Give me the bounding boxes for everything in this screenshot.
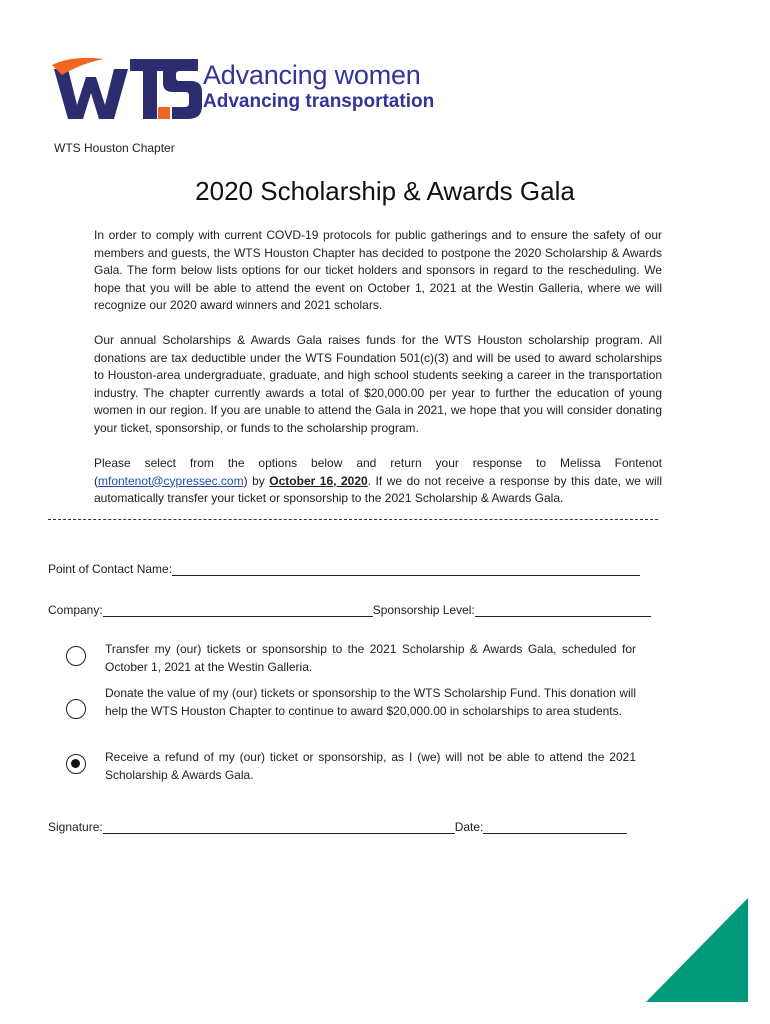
option-refund-label: Receive a refund of my (our) ticket or sponsorship, as I (we) will not be able to attend the 2021 Scholarship & Awards Gala. xyxy=(105,750,636,782)
signature-label: Signature: xyxy=(48,820,103,834)
option-transfer-label: Transfer my (our) tickets or sponsorship to the 2021 Scholarship & Awards Gala, scheduled for October 1, 2021 at the Westin Galleria. xyxy=(105,642,636,674)
logo-t-stem xyxy=(143,69,157,119)
date-label: Date: xyxy=(454,820,484,834)
tagline-advancing-women: Advancing women xyxy=(203,60,421,90)
contact-name-label: Point of Contact Name: xyxy=(48,562,173,576)
contact-email-link[interactable]: mfontenot@cypressec.com xyxy=(98,473,244,488)
logo-dot xyxy=(158,107,170,119)
option-refund-radio[interactable] xyxy=(66,754,86,774)
sponsorship-level-field[interactable] xyxy=(475,604,651,617)
instructions-text-start: Please select from the options below and return your response to Melissa Fontenot ( xyxy=(94,456,662,488)
intro-paragraph: In order to comply with current COVD-19 protocols for public gatherings and to ensure the safety of our members and guests, the WTS Houston Chapter has decided to postpone the 2020 Scholarship & Awards Gala. The form below lists options for our ticket holders and sponsors in regard to the rescheduling. We hope that you will be able to attend the event on October 1, 2021 at the Westin Galleria, where we will recognize our 2020 award winners and 2021 scholars. xyxy=(94,228,662,312)
chapter-name: WTS Houston Chapter xyxy=(54,141,175,155)
tagline-advancing-transportation: Advancing transportation xyxy=(203,91,435,112)
option-donate-label: Donate the value of my (our) tickets or sponsorship to the WTS Scholarship Fund. This donation will help the WTS Houston Chapter to continue to award $20,000.00 in scholarships to area students. xyxy=(105,686,636,718)
radio-selected-dot xyxy=(71,759,80,768)
company-label: Company: xyxy=(48,603,103,617)
instructions-text-middle: ) by xyxy=(243,473,270,488)
teal-corner-triangle xyxy=(646,898,748,1002)
company-row xyxy=(48,603,651,617)
date-field[interactable] xyxy=(483,821,627,834)
contact-name-field[interactable] xyxy=(172,563,640,576)
divider-line xyxy=(48,519,658,520)
instructions-text-end: . If we do not receive a response by this date, we will automatically transfer your ticket or sponsorship to the 2021 Scholarship & Awards Gala. xyxy=(94,473,662,505)
deadline-date: October 16, 2020 xyxy=(269,473,368,488)
signature-row xyxy=(48,820,627,834)
instructions-paragraph xyxy=(94,455,662,508)
logo-orange-swoosh xyxy=(52,58,104,75)
signature-field[interactable] xyxy=(103,821,455,834)
contact-name-row xyxy=(48,562,640,576)
option-transfer-radio[interactable] xyxy=(66,646,86,666)
logo-w-shape xyxy=(54,69,128,119)
scholarship-paragraph: Our annual Scholarships & Awards Gala raises funds for the WTS Houston scholarship program. All donations are tax deductible under the WTS Foundation 501(c)(3) and will be used to award scholarships to Houston-area undergraduate, graduate, and high school students seeking a career in the transportation industry. The chapter currently awards a total of $20,000.00 per year to further the education of young women in our region. If you are unable to attend the Gala in 2021, we hope that you will consider donating your ticket, sponsorship, or funds to the scholarship program. xyxy=(94,333,662,435)
sponsorship-level-label: Sponsorship Level: xyxy=(372,603,475,617)
page-title: 2020 Scholarship & Awards Gala xyxy=(195,176,575,206)
option-donate-radio[interactable] xyxy=(66,699,86,719)
company-field[interactable] xyxy=(103,604,373,617)
